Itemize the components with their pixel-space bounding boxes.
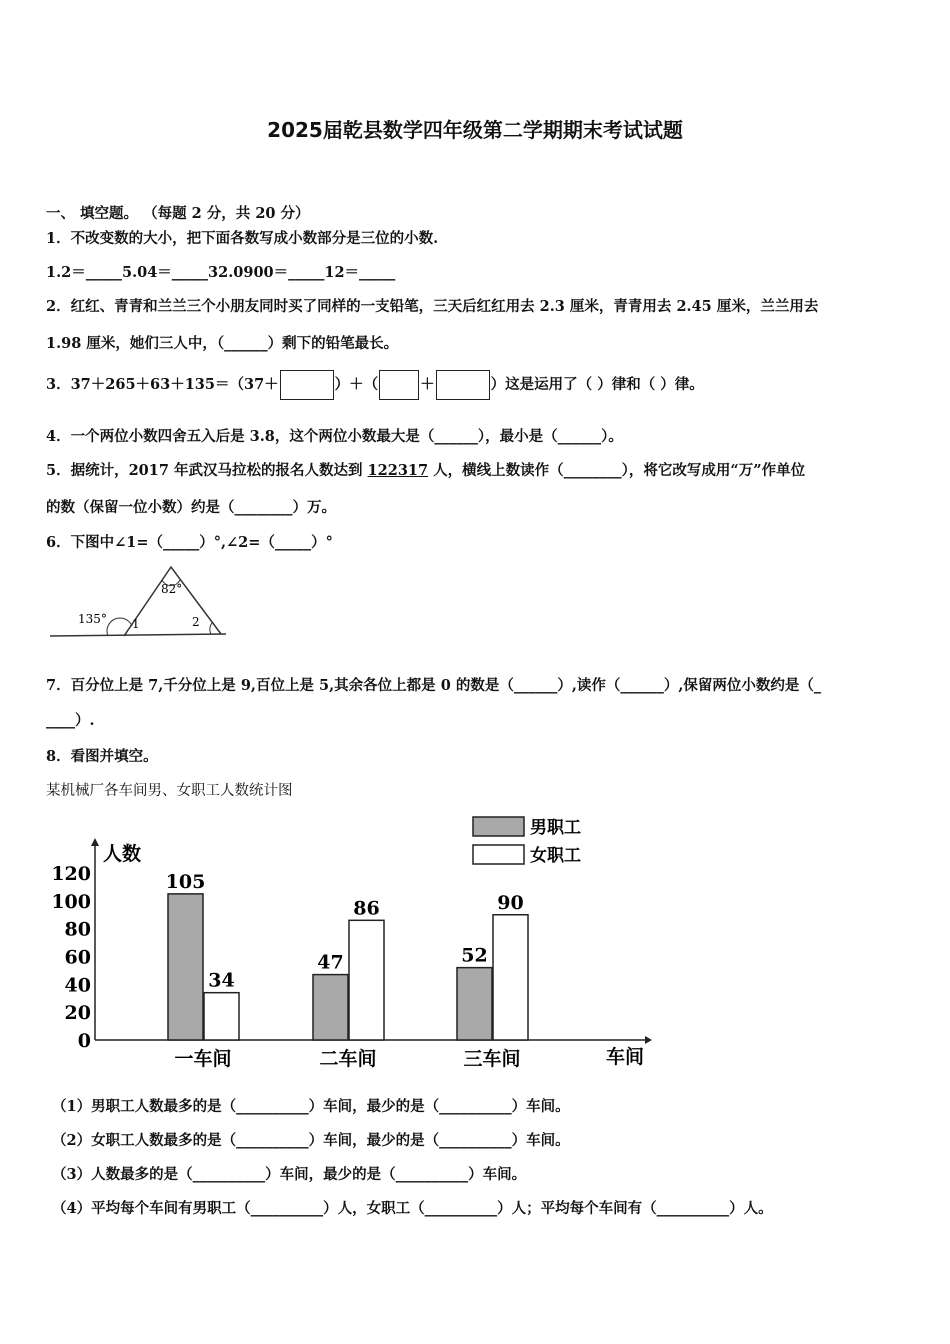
y-tick-label: 100 <box>51 890 91 913</box>
bar-chart <box>40 800 660 1075</box>
sub-question-2: （2）女职工人数最多的是（__________）车间，最少的是（__________）车间。 <box>52 1132 570 1149</box>
x-tick-label: 一车间 <box>174 1048 232 1070</box>
bar-female <box>204 993 239 1040</box>
question-4: 4．一个两位小数四舍五入后是 3.8，这个两位小数最大是（______），最小是（______）。 <box>46 428 623 445</box>
bar-male <box>457 968 492 1040</box>
sub-question-4: （4）平均每个车间有男职工（__________）人，女职工（__________）人；平均每个车间有（__________）人。 <box>52 1200 773 1217</box>
q3-text: ）这是运用了（ ）律和（ ）律。 <box>490 376 704 393</box>
data-label: 34 <box>208 969 235 992</box>
x-tick-label: 三车间 <box>463 1048 521 1070</box>
bar-male <box>313 975 348 1040</box>
y-tick-label: 0 <box>77 1030 91 1052</box>
question-3 <box>46 370 704 400</box>
y-tick-label: 60 <box>64 946 91 969</box>
legend-swatch <box>473 845 524 864</box>
section-heading: 一、 填空题。 （每题 2 分，共 20 分） <box>46 205 310 222</box>
bar-female <box>493 915 528 1040</box>
legend-label: 男职工 <box>530 818 581 838</box>
question-7-line2: ____）. <box>46 712 95 729</box>
bar-female <box>349 920 384 1040</box>
y-tick-label: 120 <box>51 863 91 885</box>
data-label: 105 <box>165 870 206 893</box>
x-axis-label: 车间 <box>605 1046 645 1068</box>
angle-1-label: 1 <box>132 617 140 631</box>
data-label: 90 <box>497 891 524 914</box>
angle-82-label: 82° <box>161 582 183 596</box>
legend-swatch <box>473 817 524 836</box>
answer-box[interactable] <box>280 370 334 400</box>
question-8: 8．看图并填空。 <box>46 748 158 765</box>
question-6: 6．下图中∠1=（_____）°,∠2=（_____）° <box>46 534 333 551</box>
y-axis-label: 人数 <box>103 843 142 865</box>
legend-label: 女职工 <box>530 846 581 866</box>
underlined-number: 122317 <box>367 462 429 479</box>
data-label: 47 <box>317 951 344 974</box>
page-title: 2025届乾县数学四年级第二学期期末考试试题 <box>267 118 683 142</box>
angle-2-label: 2 <box>192 615 200 629</box>
x-axis-arrow <box>645 1036 652 1044</box>
triangle-figure <box>46 560 236 642</box>
angle-135-label: 135° <box>78 612 107 626</box>
y-tick-label: 80 <box>64 918 91 941</box>
y-axis-arrow <box>91 838 99 846</box>
q5-text: 5．据统计，2017 年武汉马拉松的报名人数达到 <box>46 462 368 479</box>
q3-text: ）＋（ <box>334 376 379 393</box>
sub-question-1: （1）男职工人数最多的是（__________）车间，最少的是（__________）车间。 <box>52 1098 570 1115</box>
y-tick-label: 20 <box>64 1002 91 1025</box>
chart-title: 某机械厂各车间男、女职工人数统计图 <box>46 783 293 799</box>
x-tick-label: 二车间 <box>319 1048 377 1070</box>
data-label: 52 <box>461 944 488 967</box>
y-tick-label: 40 <box>64 974 91 997</box>
answer-box[interactable] <box>436 370 490 400</box>
q3-text: ＋ <box>420 376 435 393</box>
question-2-line1: 2．红红、青青和兰兰三个小朋友同时买了同样的一支铅笔，三天后红红用去 2.3 厘米，青青用去 2.45 厘米，兰兰用去 <box>46 298 819 315</box>
q3-text: 3．37＋265＋63＋135＝（37＋ <box>46 376 279 393</box>
sub-question-3: （3）人数最多的是（__________）车间，最少的是（__________）车间。 <box>52 1166 527 1183</box>
data-label: 86 <box>353 897 380 920</box>
answer-box[interactable] <box>379 370 419 400</box>
question-5-line1 <box>46 459 805 480</box>
bar-male <box>168 894 203 1040</box>
question-2-line2: 1.98 厘米，她们三人中，（______）剩下的铅笔最长。 <box>46 335 399 352</box>
question-1-blanks: 1.2＝_____5.04＝_____32.0900＝_____12＝_____ <box>46 264 396 281</box>
question-7-line1: 7．百分位上是 7,千分位上是 9,百位上是 5,其余各位上都是 0 的数是（______）,读作（______）,保留两位小数约是（_ <box>46 677 822 694</box>
question-1: 1．不改变数的大小，把下面各数写成小数部分是三位的小数. <box>46 230 439 247</box>
q5-text: 人，横线上数读作（________），将它改写成用“万”作单位 <box>428 462 806 479</box>
question-5-line2: 的数（保留一位小数）约是（________）万。 <box>46 499 336 516</box>
